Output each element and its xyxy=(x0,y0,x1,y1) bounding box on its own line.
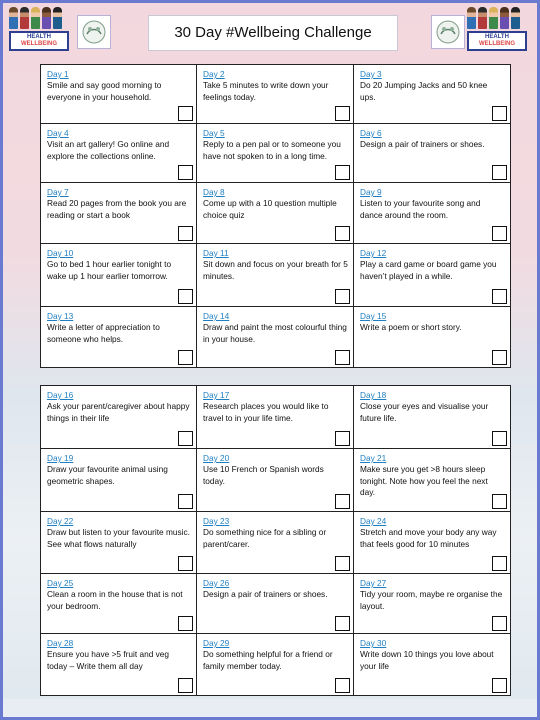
people-illustration xyxy=(9,7,71,29)
logo-line1: HEALTH xyxy=(485,34,509,40)
day-label: Day 14 xyxy=(203,311,230,321)
completion-checkbox[interactable] xyxy=(335,431,350,446)
completion-checkbox[interactable] xyxy=(492,226,507,241)
day-label: Day 12 xyxy=(360,248,387,258)
day-task: Write down 10 things you love about your life xyxy=(360,649,494,671)
completion-checkbox[interactable] xyxy=(178,556,193,571)
logo-badge xyxy=(467,31,527,51)
day-cell xyxy=(354,449,511,512)
completion-checkbox[interactable] xyxy=(178,678,193,693)
day-task: Design a pair of trainers or shoes. xyxy=(203,589,328,599)
day-cell xyxy=(197,64,354,124)
wellbeing-icon-right xyxy=(431,15,465,49)
day-task: Clean a room in the house that is not your bedroom. xyxy=(47,589,183,611)
day-label: Day 28 xyxy=(47,638,74,648)
completion-checkbox[interactable] xyxy=(492,556,507,571)
day-label: Day 26 xyxy=(203,578,230,588)
logo-line2: WELLBEING xyxy=(479,41,515,47)
page-title: 30 Day #Wellbeing Challenge xyxy=(148,15,398,51)
completion-checkbox[interactable] xyxy=(178,494,193,509)
health-wellbeing-logo-right xyxy=(467,7,529,53)
day-cell xyxy=(354,244,511,307)
completion-checkbox[interactable] xyxy=(492,678,507,693)
day-cell xyxy=(40,64,197,124)
day-label: Day 25 xyxy=(47,578,74,588)
day-label: Day 2 xyxy=(203,69,225,79)
completion-checkbox[interactable] xyxy=(492,165,507,180)
day-label: Day 6 xyxy=(360,128,382,138)
day-task: Go to bed 1 hour earlier tonight to wake up 1 hour earlier tomorrow. xyxy=(47,259,172,281)
day-label: Day 11 xyxy=(203,248,229,258)
day-task: Write a letter of appreciation to someone who helps. xyxy=(47,322,160,344)
day-cell xyxy=(197,124,354,183)
day-label: Day 4 xyxy=(47,128,69,138)
day-label: Day 21 xyxy=(360,453,387,463)
completion-checkbox[interactable] xyxy=(178,350,193,365)
day-cell xyxy=(354,307,511,368)
day-task: Tidy your room, maybe re organise the layout. xyxy=(360,589,503,611)
completion-checkbox[interactable] xyxy=(178,289,193,304)
background-footer xyxy=(3,699,537,717)
day-task: Draw your favourite animal using geometric shapes. xyxy=(47,464,168,486)
day-cell xyxy=(197,307,354,368)
day-task: Come up with a 10 question multiple choice quiz xyxy=(203,198,337,220)
day-cell xyxy=(197,244,354,307)
completion-checkbox[interactable] xyxy=(335,106,350,121)
completion-checkbox[interactable] xyxy=(492,616,507,631)
day-task: Reply to a pen pal or to someone you have not spoken to in a long time. xyxy=(203,139,341,161)
day-label: Day 13 xyxy=(47,311,74,321)
day-label: Day 16 xyxy=(47,390,74,400)
day-cell xyxy=(354,183,511,244)
day-label: Day 1 xyxy=(47,69,69,79)
day-task: Take 5 minutes to write down your feelings today. xyxy=(203,80,329,102)
day-cell xyxy=(40,124,197,183)
completion-checkbox[interactable] xyxy=(335,350,350,365)
day-task: Write a poem or short story. xyxy=(360,322,462,332)
day-task: Close your eyes and visualise your future life. xyxy=(360,401,489,423)
completion-checkbox[interactable] xyxy=(492,106,507,121)
completion-checkbox[interactable] xyxy=(335,494,350,509)
day-label: Day 19 xyxy=(47,453,74,463)
challenge-grid xyxy=(40,64,512,696)
day-cell xyxy=(40,512,197,574)
day-cell xyxy=(40,183,197,244)
day-cell xyxy=(197,385,354,449)
day-cell xyxy=(197,634,354,696)
completion-checkbox[interactable] xyxy=(492,494,507,509)
completion-checkbox[interactable] xyxy=(335,678,350,693)
day-cell xyxy=(354,512,511,574)
day-cell xyxy=(197,512,354,574)
day-label: Day 15 xyxy=(360,311,387,321)
day-cell xyxy=(354,124,511,183)
completion-checkbox[interactable] xyxy=(335,289,350,304)
day-cell xyxy=(197,449,354,512)
day-task: Research places you would like to travel to in your life time. xyxy=(203,401,329,423)
day-task: Design a pair of trainers or shoes. xyxy=(360,139,485,149)
day-cell xyxy=(40,449,197,512)
day-label: Day 18 xyxy=(360,390,387,400)
day-label: Day 7 xyxy=(47,187,69,197)
day-cell xyxy=(40,244,197,307)
logo-badge xyxy=(9,31,69,51)
completion-checkbox[interactable] xyxy=(335,616,350,631)
day-task: Smile and say good morning to everyone in your household. xyxy=(47,80,162,102)
day-label: Day 9 xyxy=(360,187,382,197)
header xyxy=(3,3,537,63)
day-label: Day 20 xyxy=(203,453,230,463)
day-label: Day 27 xyxy=(360,578,387,588)
day-task: Do 20 Jumping Jacks and 50 knee ups. xyxy=(360,80,488,102)
day-task: Do something helpful for a friend or family member today. xyxy=(203,649,333,671)
day-task: Do something nice for a sibling or parent/carer. xyxy=(203,527,327,549)
completion-checkbox[interactable] xyxy=(178,226,193,241)
completion-checkbox[interactable] xyxy=(335,556,350,571)
day-label: Day 5 xyxy=(203,128,225,138)
day-task: Make sure you get >8 hours sleep tonight. Note how you feel the next day. xyxy=(360,464,488,497)
day-task: Sit down and focus on your breath for 5 minutes. xyxy=(203,259,348,281)
day-cell xyxy=(40,634,197,696)
day-task: Play a card game or board game you haven’t played in a while. xyxy=(360,259,497,281)
day-task: Draw but listen to your favourite music. See what flows naturally xyxy=(47,527,190,549)
day-label: Day 17 xyxy=(203,390,230,400)
day-cell xyxy=(40,307,197,368)
day-label: Day 8 xyxy=(203,187,225,197)
day-label: Day 30 xyxy=(360,638,387,648)
day-cell xyxy=(197,574,354,634)
day-label: Day 22 xyxy=(47,516,74,526)
logo-line1: HEALTH xyxy=(27,34,51,40)
day-label: Day 23 xyxy=(203,516,230,526)
day-cell xyxy=(354,385,511,449)
day-task: Ensure you have >5 fruit and veg today – Write them all day xyxy=(47,649,169,671)
day-label: Day 3 xyxy=(360,69,382,79)
day-label: Day 24 xyxy=(360,516,387,526)
health-wellbeing-logo-left xyxy=(9,7,71,53)
day-cell xyxy=(354,634,511,696)
wellbeing-icon-left xyxy=(77,15,111,49)
people-illustration xyxy=(467,7,529,29)
day-label: Day 29 xyxy=(203,638,230,648)
day-cell xyxy=(354,574,511,634)
completion-checkbox[interactable] xyxy=(492,431,507,446)
day-cell xyxy=(40,385,197,449)
day-task: Listen to your favourite song and dance around the room. xyxy=(360,198,481,220)
day-cell xyxy=(354,64,511,124)
day-task: Visit an art gallery! Go online and explore the collections online. xyxy=(47,139,170,161)
logo-line2: WELLBEING xyxy=(21,41,57,47)
day-task: Stretch and move your body any way that feels good for 10 minutes xyxy=(360,527,497,549)
completion-checkbox[interactable] xyxy=(492,289,507,304)
day-cell xyxy=(40,574,197,634)
day-task: Read 20 pages from the book you are reading or start a book xyxy=(47,198,187,220)
day-label: Day 10 xyxy=(47,248,74,258)
completion-checkbox[interactable] xyxy=(335,165,350,180)
day-task: Use 10 French or Spanish words today. xyxy=(203,464,324,486)
completion-checkbox[interactable] xyxy=(492,350,507,365)
day-task: Draw and paint the most colourful thing in your house. xyxy=(203,322,347,344)
day-task: Ask your parent/caregiver about happy things in their life xyxy=(47,401,190,423)
completion-checkbox[interactable] xyxy=(178,431,193,446)
completion-checkbox[interactable] xyxy=(178,616,193,631)
completion-checkbox[interactable] xyxy=(178,106,193,121)
completion-checkbox[interactable] xyxy=(335,226,350,241)
day-cell xyxy=(197,183,354,244)
completion-checkbox[interactable] xyxy=(178,165,193,180)
